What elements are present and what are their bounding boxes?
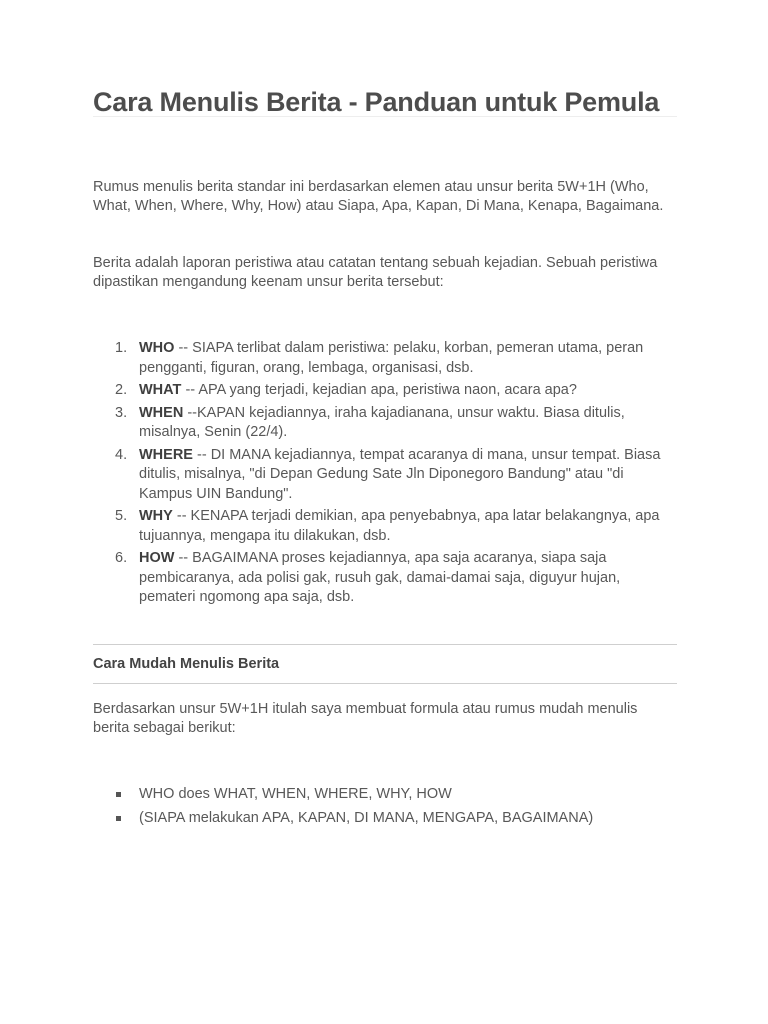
definition-paragraph: Berita adalah laporan peristiwa atau catatan tentang sebuah kejadian. Sebuah peristiwa dipastikan mengandung keenam unsur berita tersebut: bbox=[93, 255, 658, 290]
list-item-key: WHERE bbox=[139, 446, 193, 463]
intro-paragraph: Rumus menulis berita standar ini berdasarkan elemen atau unsur berita 5W+1H (Who, What, When, Where, Why, How) atau Siapa, Apa, Kapan, Di Mana, Kenapa, Bagaimana. bbox=[93, 179, 664, 214]
list-item-text: -- DI MANA kejadiannya, tempat acaranya di mana, unsur tempat. Biasa ditulis, misalnya, "di Depan Gedung Sate Jln Diponegoro Bandung" atau "di Kampus UIN Bandung". bbox=[139, 446, 661, 502]
list-item-number: 4. bbox=[115, 446, 128, 463]
list-item bbox=[93, 507, 677, 546]
bullet-item bbox=[93, 809, 677, 829]
list-item-text: -- KENAPA terjadi demikian, apa penyebabnya, apa latar belakangnya, apa tujuannya, mengapa itu dilakukan, dsb. bbox=[139, 508, 660, 544]
list-item bbox=[93, 549, 677, 608]
list-item-number: 3. bbox=[115, 404, 128, 421]
list-item-key: WHEN bbox=[139, 404, 184, 421]
list-item-text: -- BAGAIMANA proses kejadiannya, apa saja acaranya, siapa saja pembicaranya, ada polisi gak, rusuh gak, damai-damai saja, diguyur hujan, pemateri ngomong apa saja, dsb. bbox=[139, 550, 621, 605]
section-intro-paragraph: Berdasarkan unsur 5W+1H itulah saya membuat formula atau rumus mudah menulis berita sebagai berikut: bbox=[93, 701, 638, 736]
list-item bbox=[93, 446, 677, 505]
list-item bbox=[93, 381, 677, 401]
section-heading: Cara Mudah Menulis Berita bbox=[93, 656, 280, 672]
list-item-key: WHAT bbox=[139, 382, 182, 398]
list-item-key: WHO bbox=[139, 340, 175, 356]
list-item-number: 1. bbox=[115, 340, 128, 356]
square-bullet-icon bbox=[116, 792, 121, 797]
formula-list bbox=[93, 785, 677, 832]
list-item-number: 2. bbox=[115, 382, 128, 398]
list-item-key: HOW bbox=[139, 550, 175, 566]
square-bullet-icon bbox=[116, 816, 121, 821]
list-item bbox=[93, 339, 677, 378]
list-item-number: 6. bbox=[115, 550, 128, 566]
list-item-text: -- APA yang terjadi, kejadian apa, peristiwa naon, acara apa? bbox=[181, 382, 577, 398]
bullet-item bbox=[93, 785, 677, 805]
bullet-item-text: WHO does WHAT, WHEN, WHERE, WHY, HOW bbox=[139, 786, 452, 802]
title-divider bbox=[93, 116, 677, 117]
page-title: Cara Menulis Berita - Panduan untuk Pemula bbox=[93, 87, 660, 117]
section-divider-bottom bbox=[93, 683, 677, 684]
section-divider-top bbox=[93, 644, 677, 645]
elements-list bbox=[93, 339, 677, 611]
list-item-number: 5. bbox=[115, 508, 128, 524]
list-item-text: --KAPAN kejadiannya, iraha kajadianana, unsur waktu. Biasa ditulis, misalnya, Senin (22/4). bbox=[139, 404, 625, 440]
list-item-key: WHY bbox=[139, 508, 173, 524]
bullet-item-text: (SIAPA melakukan APA, KAPAN, DI MANA, MENGAPA, BAGAIMANA) bbox=[139, 809, 594, 826]
list-item bbox=[93, 404, 677, 443]
list-item-text: -- SIAPA terlibat dalam peristiwa: pelaku, korban, pemeran utama, peran pengganti, figuran, orang, lembaga, organisasi, dsb. bbox=[139, 340, 644, 376]
